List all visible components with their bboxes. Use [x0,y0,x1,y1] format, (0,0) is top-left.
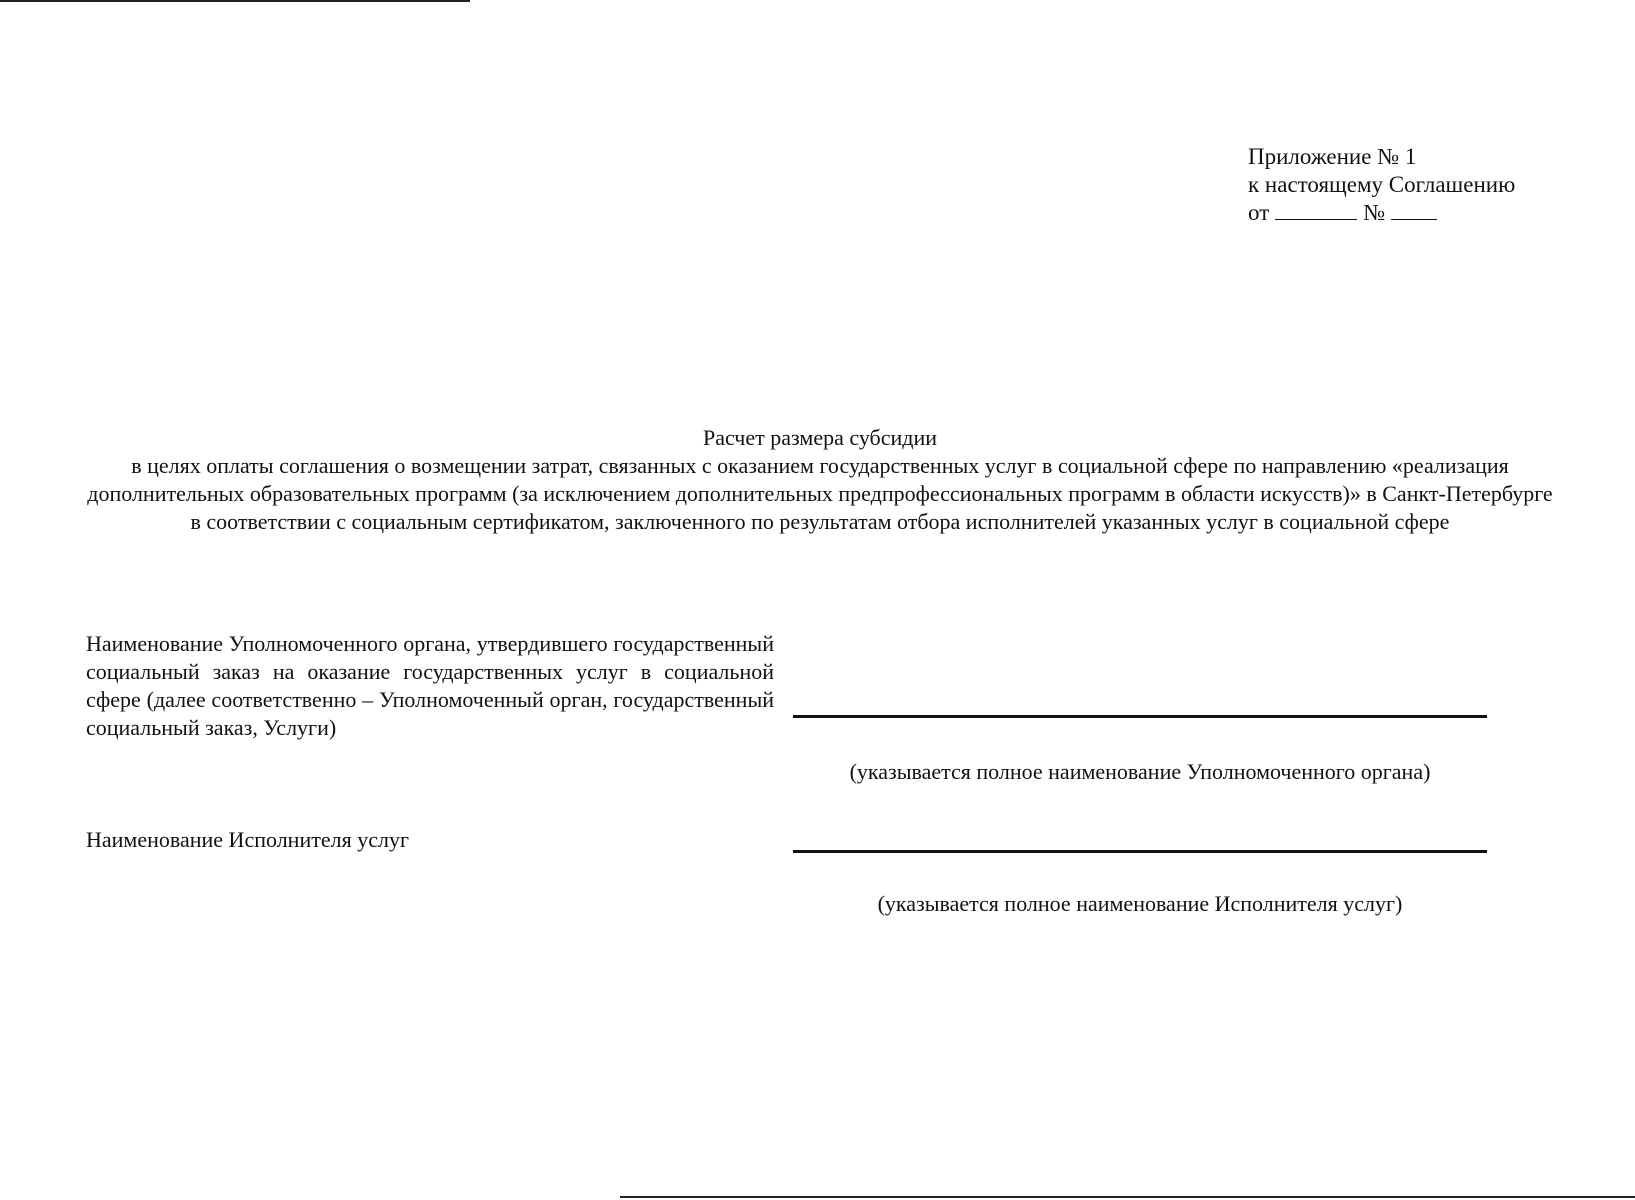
number-blank [1391,199,1437,220]
authority-fill-line [793,715,1487,718]
title-body: в целях оплаты соглашения о возмещении затрат, связанных с оказанием государственных услуг в социальной сфере по направлению «реализация дополнительных образовательных программ (за исключением дополнительных предпрофессиональных программ в области искусств)» в Санкт-Петербурге в соответствии с социальным сертификатом, заключенного по результатам отбора исполнителей указанных услуг в социальной сфере [87,453,1553,534]
number-label: № [1363,200,1386,225]
from-label: от [1248,200,1270,225]
document-title [80,424,1560,536]
appendix-header [1248,143,1515,227]
scan-edge-bottom [620,1196,1635,1198]
scan-edge-top [0,0,470,2]
executor-hint: (указывается полное наименование Исполнителя услуг) [877,891,1403,916]
executor-label: Наименование Исполнителя услуг [86,827,409,852]
date-blank [1275,199,1357,220]
title-main: Расчет размера субсидии [702,425,938,450]
authority-hint: (указывается полное наименование Уполномоченного органа) [849,759,1431,784]
appendix-reference: к настоящему Соглашению [1248,172,1516,197]
authority-label: Наименование Уполномоченного органа, утвердившего государственный социальный заказ на оказание государственных услуг в социальной сфере (далее соответственно – Уполномоченный орган, государственный социальный заказ, Услуги) [86,631,774,740]
appendix-number: Приложение № 1 [1248,144,1417,169]
appendix-date-number-line [1248,199,1515,227]
executor-fill-line [793,850,1487,853]
